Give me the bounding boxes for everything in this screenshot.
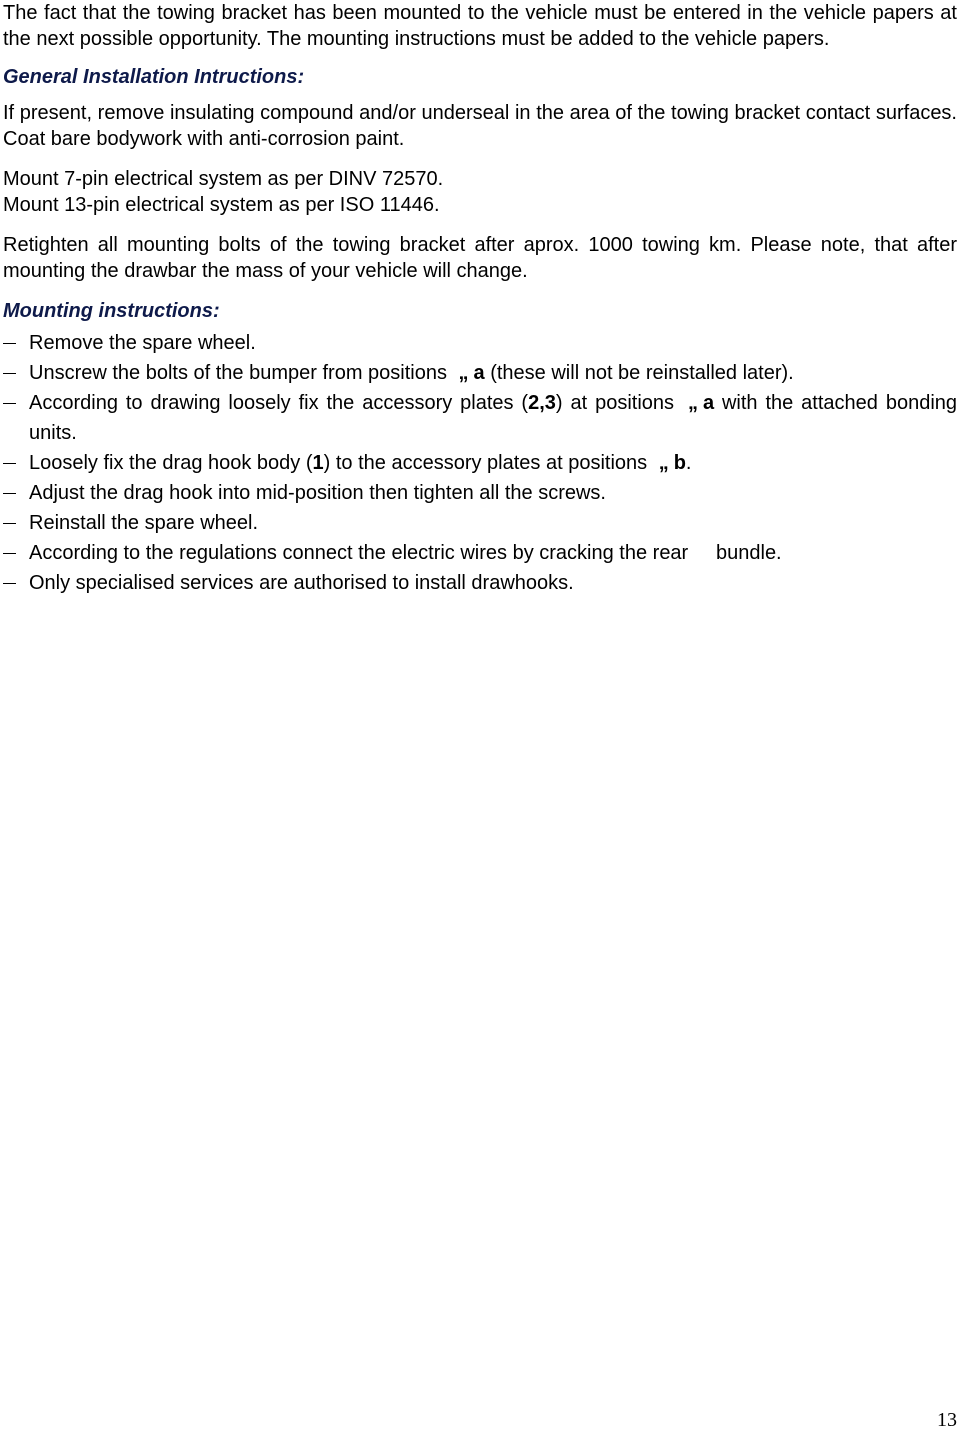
dash-bullet-icon <box>3 553 16 554</box>
page-content <box>3 0 957 598</box>
list-item-text-mid: ) at positions <box>555 392 675 414</box>
list-item <box>3 448 957 478</box>
list-item-text-post: . <box>685 452 692 474</box>
dash-bullet-icon <box>3 493 16 494</box>
list-item <box>3 508 957 538</box>
page-number: 13 <box>937 1409 957 1431</box>
dash-bullet-icon <box>3 373 16 374</box>
list-item-text-pre: Unscrew the bolts of the bumper from positions <box>29 362 447 384</box>
list-item <box>3 538 957 568</box>
list-item <box>3 388 957 448</box>
mounting-instructions-list <box>3 328 957 598</box>
list-item-text-pre: Loosely fix the drag hook body ( <box>29 452 313 474</box>
list-item-text-post: with the attached bonding units. <box>29 392 958 444</box>
part-numbers: 2,3 <box>528 392 556 414</box>
list-item <box>3 358 957 388</box>
general-installation-heading: General Installation Intructions: <box>3 66 305 88</box>
list-item-text-post: (these will not be reinstalled later). <box>490 362 794 384</box>
list-item-text: Only specialised services are authorised to install drawhooks. <box>29 572 574 594</box>
general-installation-paragraph: If present, remove insulating compound and/or underseal in the area of the towing bracket contact surfaces. Coat bare bodywork with anti-corrosion paint. <box>3 102 957 150</box>
dash-bullet-icon <box>3 463 16 464</box>
position-quote: „ <box>458 362 468 384</box>
list-item-text: Adjust the drag hook into mid-position then tighten all the screws. <box>29 482 606 504</box>
list-item-text <box>29 388 957 448</box>
mounting-instructions-heading: Mounting instructions: <box>3 300 220 322</box>
list-item-text-pre: According to drawing loosely fix the accessory plates ( <box>29 392 529 414</box>
position-quote: „ <box>687 392 697 414</box>
list-item-text: Remove the spare wheel. <box>29 332 256 354</box>
position-quote: „ <box>658 452 668 474</box>
list-item <box>3 478 957 508</box>
list-item <box>3 568 957 598</box>
list-item <box>3 328 957 358</box>
position-label: b <box>673 452 686 474</box>
dash-bullet-icon <box>3 343 16 344</box>
list-item-text <box>29 448 957 478</box>
dash-bullet-icon <box>3 583 16 584</box>
list-item-text: According to the regulations connect the electric wires by cracking the rear bundle. <box>29 542 782 564</box>
position-label: a <box>473 362 485 384</box>
dash-bullet-icon <box>3 523 16 524</box>
position-label: a <box>702 392 715 414</box>
mount-7pin-line: Mount 7-pin electrical system as per DINV 72570. <box>3 168 444 190</box>
retighten-paragraph: Retighten all mounting bolts of the towing bracket after aprox. 1000 towing km. Please note, that after mounting the drawbar the mass of your vehicle will change. <box>3 234 957 282</box>
list-item-text: Reinstall the spare wheel. <box>29 512 259 534</box>
part-numbers: 1 <box>312 452 324 474</box>
dash-bullet-icon <box>3 403 16 404</box>
mount-13pin-line: Mount 13-pin electrical system as per ISO 11446. <box>3 194 440 216</box>
list-item-text <box>29 358 957 388</box>
list-item-text-mid: ) to the accessory plates at positions <box>323 452 648 474</box>
intro-paragraph: The fact that the towing bracket has been mounted to the vehicle must be entered in the vehicle papers at the next possible opportunity. The mounting instructions must be added to the vehicle papers. <box>3 2 957 50</box>
